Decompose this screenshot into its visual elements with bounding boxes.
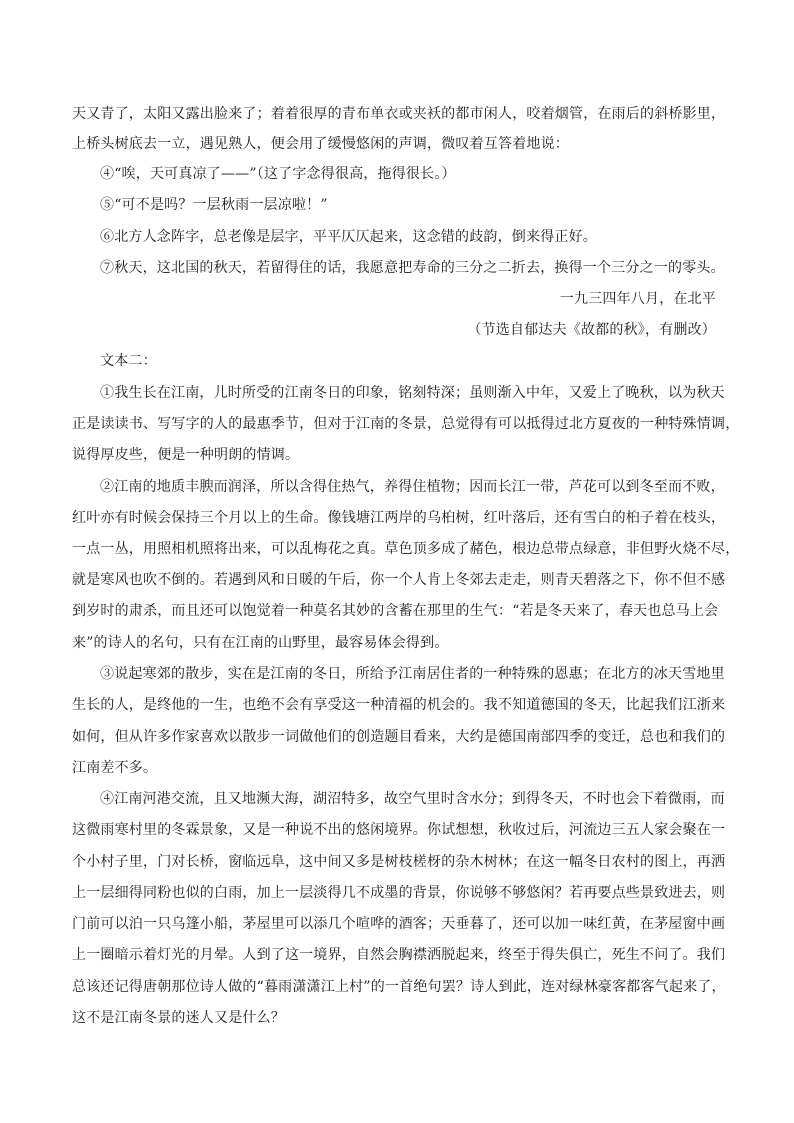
t2-p3-line: 江南差不多。 xyxy=(72,760,158,776)
t2-p4-line: 上一层细得同粉也似的白雨，加上一层淡得几不成墨的背景，你说够不够悠闲？若再要点些景致进去，则 xyxy=(72,885,726,901)
t2-p4-line: 上一圈暗示着灯光的月晕。人到了这一境界，自然会胸襟洒脱起来，终至于得失俱亡，死生不问了。我们 xyxy=(72,947,726,963)
t2-p3-line: 如何，但从许多作家喜欢以散步一词做他们的创造题目看来，大约是德国南部四季的变迁，总也和我们的 xyxy=(72,729,726,745)
paragraph-4: ④“唉，天可真凉了——”（这了字念得很高，拖得很长。） xyxy=(100,166,456,182)
t2-p2-line: 到岁时的肃杀，而且还可以饱觉着一种莫名其妙的含蓄在那里的生气：“若是冬天来了，春天也总马上会 xyxy=(72,603,719,619)
t2-p2-line: ②江南的地质丰腴而润泽，所以含得住热气，养得住植物；因而长江一带，芦花可以到冬至而不败， xyxy=(100,479,725,495)
t2-p2-line: 来”的诗人的名句，只有在江南的山野里，最容易体会得到。 xyxy=(72,635,449,651)
date-line: 一九三四年八月，在北平 xyxy=(559,291,716,307)
t2-p3-line: 生长的人，是终他的一生，也绝不会有享受这一种清福的机会的。我不知道德国的冬天，比起我们江浙来 xyxy=(72,697,726,713)
t2-p4-line: 这微雨寒村里的冬霖景象，又是一种说不出的悠闲境界。你试想想，秋收过后，河流边三五人家会聚在一 xyxy=(72,822,726,838)
source-line: （节选自郁达夫《故都的秋》，有删改） xyxy=(467,322,716,338)
t2-p2-line: 就是寒风也吹不倒的。若遇到风和日暖的午后，你一个人肯上冬郊去走走，则青天碧落之下，你不但不感 xyxy=(72,572,726,588)
t2-p1-line: 正是读读书、写写字的人的最惠季节，但对于江南的冬景，总觉得有可以抵得过北方夏夜的一种特殊情调， xyxy=(72,416,740,432)
t2-p3-line: ③说起寒郊的散步，实在是江南的冬日，所给予江南居住者的一种特殊的恩惠；在北方的冰天雪地里 xyxy=(100,666,725,682)
paragraph-5: ⑤“可不是吗？一层秋雨一层凉啦！” xyxy=(100,197,328,213)
t2-p2-line: 红叶亦有时候会保持三个月以上的生命。像钱塘江两岸的乌桕树，红叶落后，还有雪白的桕子着在枝头， xyxy=(72,510,726,526)
paragraph-6: ⑥北方人念阵字，总老像是层字，平平仄仄起来，这念错的歧韵，倒来得正好。 xyxy=(100,229,597,245)
intro-line-2: 上桥头树底去一立，遇见熟人，便会用了缓慢悠闲的声调，微叹着互答着地说： xyxy=(72,136,569,152)
t2-p2-line: 一点一丛，用照相机照将出来，可以乱梅花之真。草色顶多成了赭色，根边总带点绿意，非但野火烧不尽， xyxy=(72,541,740,557)
t2-p4-line: 这不是江南冬景的迷人又是什么？ xyxy=(72,1010,285,1026)
t2-p4-line: ④江南河港交流，且又地濒大海，湖沼特多，故空气里时含水分；到得冬天，不时也会下着微雨，而 xyxy=(100,791,725,807)
t2-p4-line: 总该还记得唐朝那位诗人做的“暮雨潇潇江上村”的一首绝句罢？诗人到此，连对绿林豪客都客气起来了， xyxy=(72,979,726,995)
intro-line-1: 天又青了，太阳又露出脸来了；着着很厚的青布单衣或夹袄的都市闲人，咬着烟管，在雨后的斜桥影里， xyxy=(72,106,726,122)
text-two-label: 文本二： xyxy=(100,353,157,369)
t2-p1-line: 说得厚皮些，便是一种明朗的情调。 xyxy=(72,447,300,463)
t2-p4-line: 个小村子里，门对长桥，窗临远阜，这中间又多是树枝槎枒的杂木树林；在这一幅冬日农村的图上，再洒 xyxy=(72,854,726,870)
paragraph-7: ⑦秋天，这北国的秋天，若留得住的话，我愿意把寿命的三分之二折去，换得一个三分之一的零头。 xyxy=(100,260,725,276)
t2-p1-line: ①我生长在江南，儿时所受的江南冬日的印象，铭刻特深；虽则渐入中年，又爱上了晚秋，以为秋天 xyxy=(100,385,725,401)
t2-p4-line: 门前可以泊一只乌篷小船，茅屋里可以添几个喧哗的酒客；天垂暮了，还可以加一味红黄，在茅屋窗中画 xyxy=(72,916,726,932)
